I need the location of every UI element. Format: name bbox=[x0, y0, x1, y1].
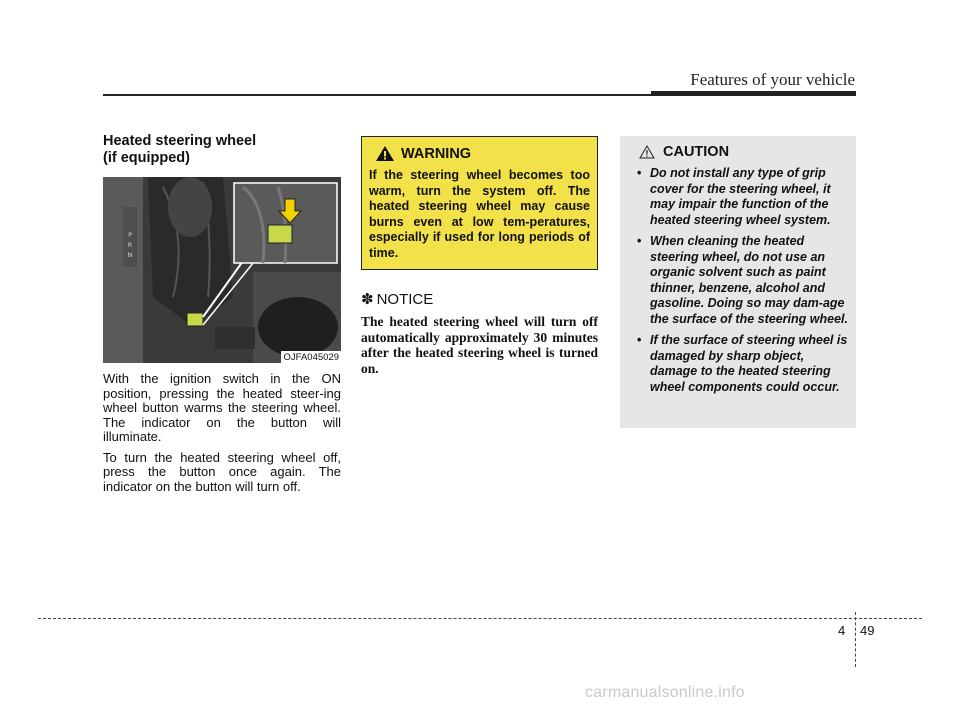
caution-item: • Do not install any type of grip cover for the steering wheel, it may impair the function of the heated steering wheel system. bbox=[629, 166, 850, 228]
middle-column bbox=[361, 136, 598, 376]
warning-text: If the steering wheel becomes too warm, turn the system off. The heated steering wheel may cause burns even at low tem-peratures, especially if used for long periods of time. bbox=[369, 168, 590, 260]
notice-title: NOTICE bbox=[376, 290, 434, 308]
notice-text: The heated steering wheel will turn off automatically approximately 30 minutes after the heated steering wheel is turned on. bbox=[361, 314, 598, 376]
svg-text:R: R bbox=[127, 242, 133, 249]
notice-header bbox=[361, 290, 598, 308]
caution-item: • If the surface of steering wheel is damaged by sharp object, damage to the heated steering wheel components could occur. bbox=[629, 333, 850, 395]
left-column bbox=[103, 133, 341, 494]
watermark: carmanualsonline.info bbox=[585, 684, 745, 701]
footer-divider bbox=[38, 618, 922, 619]
svg-text:P: P bbox=[128, 232, 132, 239]
notice-star-icon: ✽ bbox=[361, 291, 374, 308]
warning-title: WARNING bbox=[401, 145, 472, 162]
warning-triangle-icon bbox=[375, 145, 395, 162]
warning-header bbox=[369, 145, 590, 162]
caution-title: CAUTION bbox=[663, 144, 730, 160]
page-number: 49 bbox=[860, 623, 875, 638]
body-paragraph-2: To turn the heated steering wheel off, press the button once again. The indicator on the button will turn off. bbox=[103, 449, 341, 494]
header-bar bbox=[651, 91, 856, 96]
svg-text:N: N bbox=[127, 252, 133, 259]
footer-vertical-divider bbox=[855, 612, 856, 667]
console-illustration bbox=[103, 177, 341, 363]
image-code-label: OJFA045029 bbox=[281, 351, 341, 363]
section-title-line1: Heated steering wheel bbox=[103, 133, 257, 149]
warning-box bbox=[361, 136, 598, 270]
body-paragraph-1: With the ignition switch in the ON position, pressing the heated steer-ing wheel button warms the steering wheel. The indicator on the button will illuminate. bbox=[103, 371, 341, 444]
section-title bbox=[103, 133, 341, 167]
caution-list bbox=[629, 166, 850, 395]
caution-triangle-icon bbox=[639, 145, 655, 159]
caution-box bbox=[620, 136, 856, 428]
caution-item: • When cleaning the heated steering wheel, do not use an organic solvent such as paint thinner, benzene, alcohol and gasoline. Doing so may dam-age the surface of the steering wheel. bbox=[629, 234, 850, 327]
section-title-line2: (if equipped) bbox=[103, 150, 190, 166]
page-header-title: Features of your vehicle bbox=[690, 70, 855, 89]
chapter-number: 4 bbox=[838, 623, 846, 638]
header-rule bbox=[103, 94, 651, 96]
console-photo bbox=[103, 177, 341, 363]
caution-header bbox=[639, 144, 850, 160]
